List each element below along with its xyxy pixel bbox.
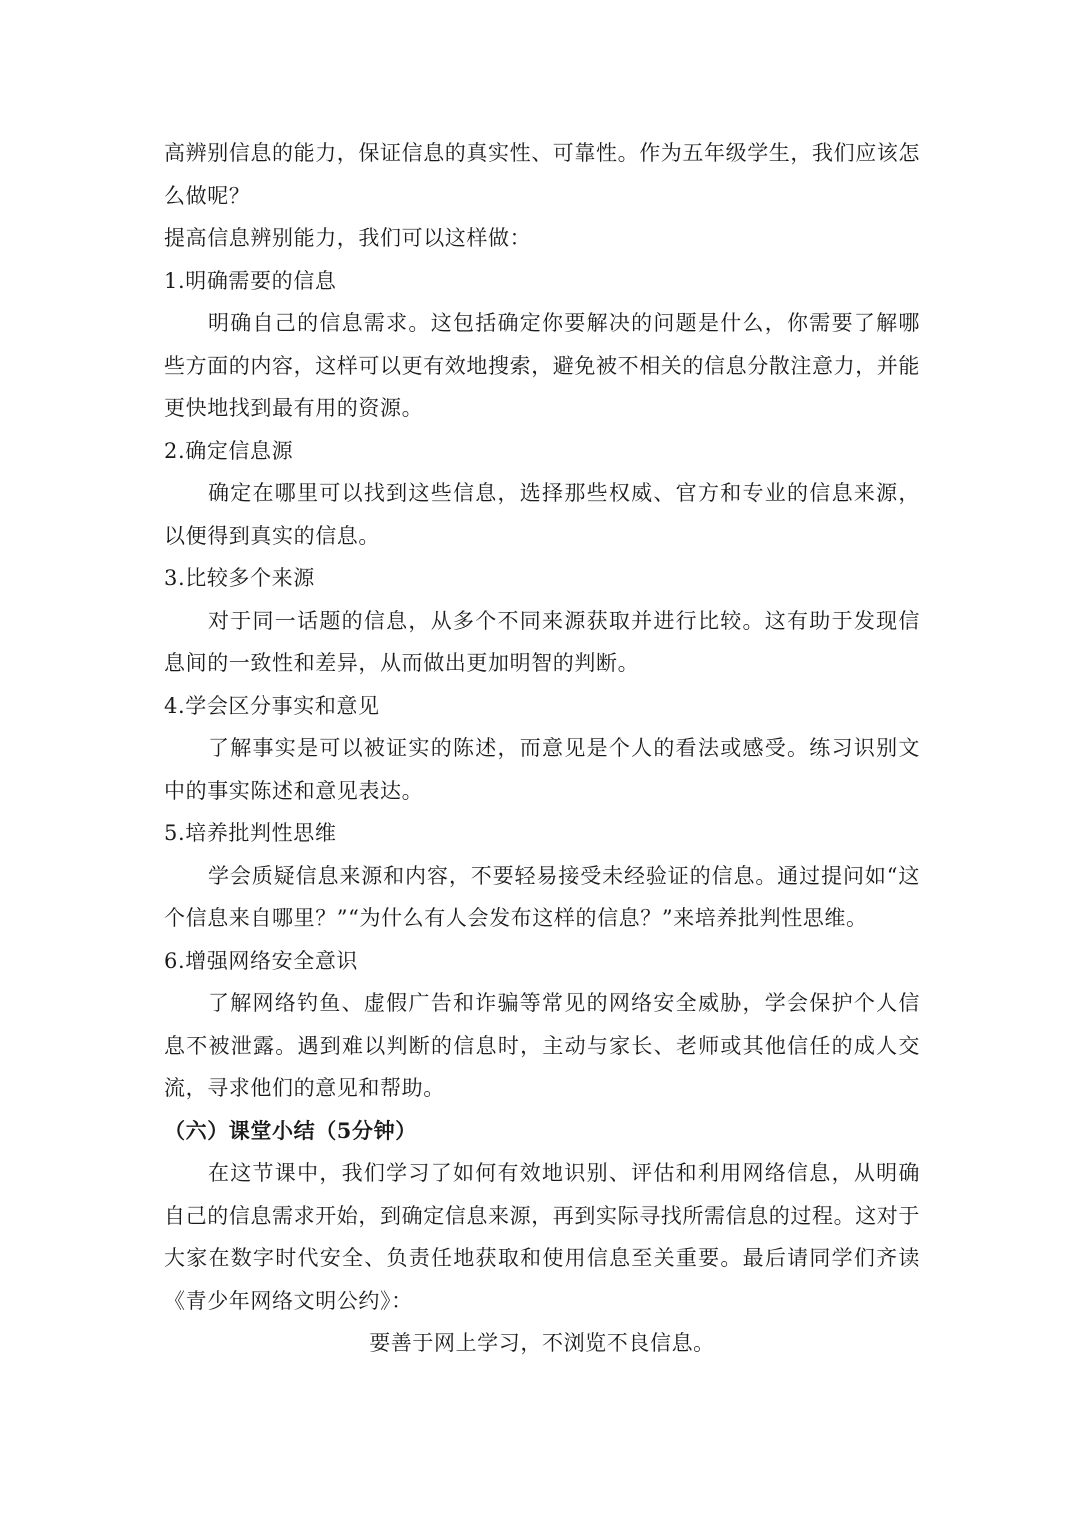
document-page [164, 132, 920, 1365]
lead-sentence: 提高信息辨别能力，我们可以这样做： [164, 226, 532, 250]
step-4-body: 了解事实是可以被证实的陈述，而意见是个人的看法或感受。练习识别文中的事实陈述和意见表达。 [164, 736, 920, 803]
step-3-body: 对于同一话题的信息，从多个不同来源获取并进行比较。这有助于发现信息间的一致性和差异，从而做出更加明智的判断。 [164, 608, 920, 675]
step-1-body: 明确自己的信息需求。这包括确定你要解决的问题是什么，你需要了解哪些方面的内容，这样可以更有效地搜索，避免被不相关的信息分散注意力，并能更快地找到最有用的资源。 [164, 311, 920, 420]
summary-body: 在这节课中，我们学习了如何有效地识别、评估和利用网络信息，从明确自己的信息需求开始，到确定信息来源，再到实际寻找所需信息的过程。这对于大家在数字时代安全、负责任地获取和使用信息至关重要。最后请同学们齐读《青少年网络文明公约》： [164, 1161, 920, 1313]
step-6-title: 6.增强网络安全意识 [164, 948, 359, 973]
step-1-title: 1.明确需要的信息 [164, 268, 337, 293]
pledge-line: 要善于网上学习，不浏览不良信息。 [369, 1331, 715, 1355]
step-5-body: 学会质疑信息来源和内容，不要轻易接受未经验证的信息。通过提问如“这个信息来自哪里？”“为什么有人会发布这样的信息？”来培养批判性思维。 [164, 863, 920, 930]
summary-heading: （六）课堂小结（5分钟） [164, 1117, 417, 1143]
intro-paragraph: 高辨别信息的能力，保证信息的真实性、可靠性。作为五年级学生，我们应该怎么做呢？ [164, 141, 920, 208]
step-2-title: 2.确定信息源 [164, 438, 294, 463]
step-5-title: 5.培养批判性思维 [164, 821, 337, 845]
step-2-body: 确定在哪里可以找到这些信息，选择那些权威、官方和专业的信息来源，以便得到真实的信息。 [164, 481, 920, 548]
step-3-title: 3.比较多个来源 [164, 566, 315, 590]
step-6-body: 了解网络钓鱼、虚假广告和诈骗等常见的网络安全威胁，学会保护个人信息不被泄露。遇到难以判断的信息时，主动与家长、老师或其他信任的成人交流，寻求他们的意见和帮助。 [164, 991, 920, 1100]
step-4-title: 4.学会区分事实和意见 [164, 693, 380, 718]
